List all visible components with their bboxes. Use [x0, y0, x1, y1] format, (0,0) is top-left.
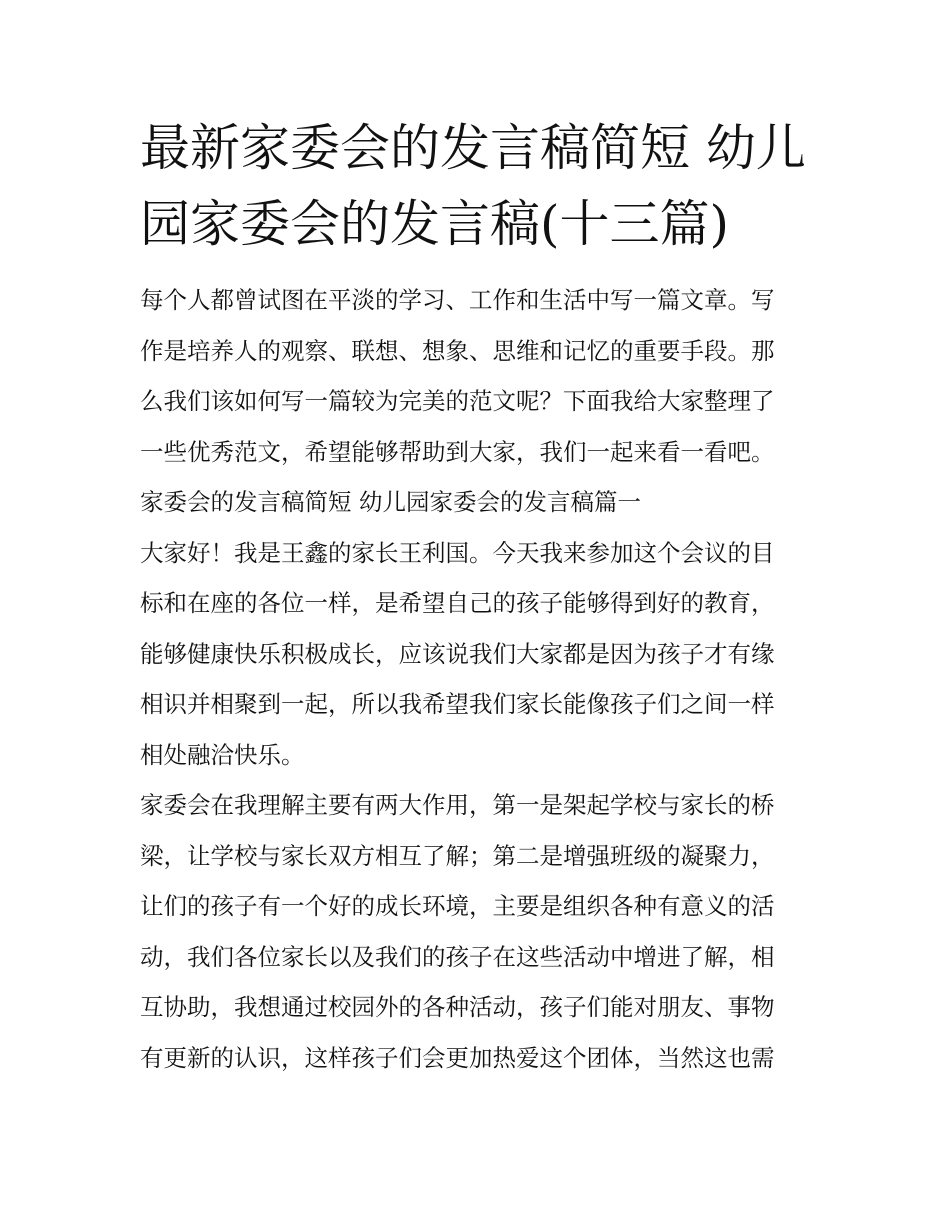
paragraph-1-line-3: 能够健康快乐积极成长，应该说我们大家都是因为孩子才有缘 [140, 639, 775, 668]
document-body [140, 275, 820, 1083]
paragraph-2-line-3: 让们的孩子有一个好的成长环境，主要是组织各种有意义的活 [140, 892, 775, 920]
paragraph-2 [140, 780, 820, 1083]
paragraph-1-line-1: 大家好！我是王鑫的家长王利国。今天我来参加这个会议的目 [140, 538, 775, 567]
title-line-1: 最新家委会的发言稿简短 幼儿 [140, 119, 806, 177]
intro-line-2: 作是培养人的观察、联想、想象、思维和记忆的重要手段。那 [140, 336, 775, 365]
intro-line-1: 每个人都曾试图在平淡的学习、工作和生活中写一篇文章。写 [140, 286, 775, 314]
paragraph-1-line-4: 相识并相聚到一起，所以我希望我们家长能像孩子们之间一样 [140, 690, 775, 718]
paragraph-2-line-2: 梁，让学校与家长双方相互了解；第二是增强班级的凝聚力， [140, 841, 775, 870]
paragraph-1-line-2: 标和在座的各位一样，是希望自己的孩子能够得到好的教育， [140, 589, 775, 617]
document-title [140, 110, 820, 262]
paragraph-1-line-5: 相处融洽快乐。 [140, 740, 305, 769]
intro-line-3: 么我们该如何写一篇较为完美的范文呢？下面我给大家整理了 [140, 387, 775, 415]
intro-line-4: 一些优秀范文，希望能够帮助到大家，我们一起来看一看吧。 [140, 437, 775, 466]
title-line-2: 园家委会的发言稿(十三篇) [140, 195, 730, 253]
paragraph-2-line-1: 家委会在我理解主要有两大作用，第一是架起学校与家长的桥 [140, 791, 775, 819]
paragraph-2-line-4: 动，我们各位家长以及我们的孩子在这些活动中增进了解，相 [140, 942, 775, 971]
paragraph-1 [140, 528, 820, 781]
intro-paragraph [140, 275, 820, 477]
section-heading [140, 477, 820, 528]
paragraph-2-line-6: 有更新的认识，这样孩子们会更加热爱这个团体，当然这也需 [140, 1043, 775, 1072]
paragraph-2-line-5: 互协助，我想通过校园外的各种活动，孩子们能对朋友、事物 [140, 993, 775, 1021]
section-heading-text: 家委会的发言稿简短 幼儿园家委会的发言稿篇一 [140, 488, 641, 516]
